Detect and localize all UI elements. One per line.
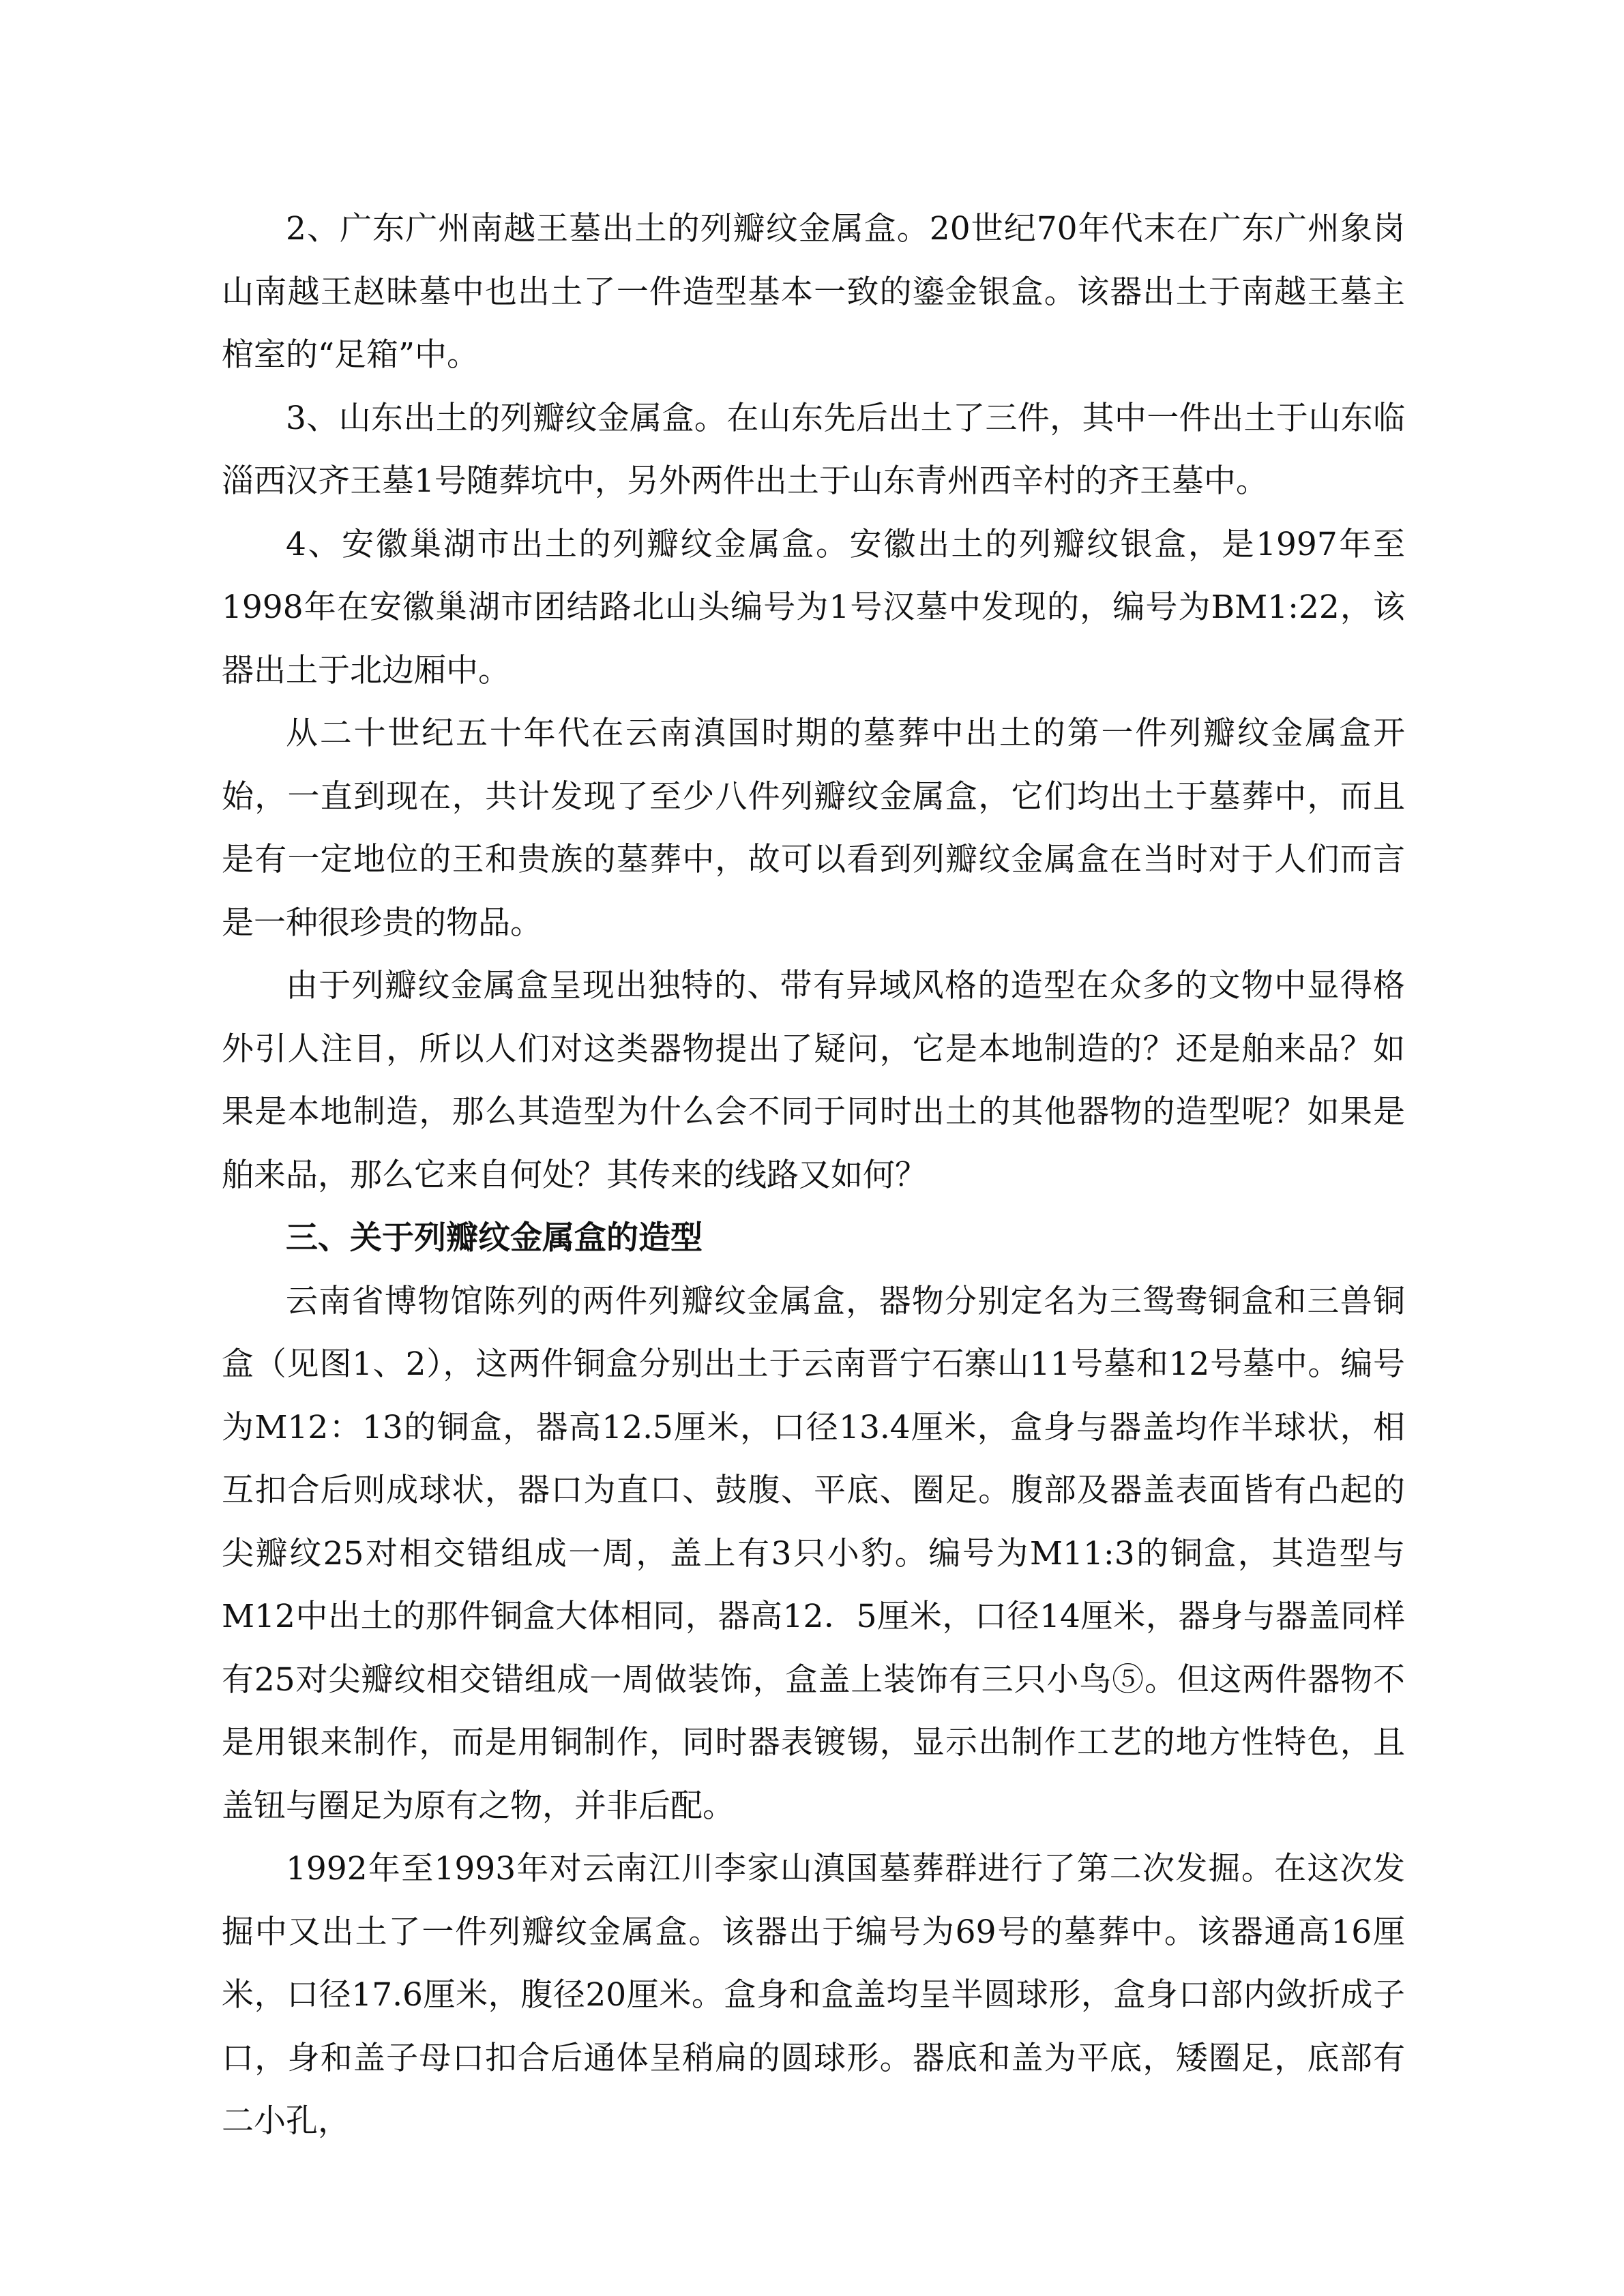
paragraph-lijiashan: 1992年至1993年对云南江川李家山滇国墓葬群进行了第二次发掘。在这次发掘中又出土了一件列瓣纹金属盒。该器出于编号为69号的墓葬中。该器通高16厘米，口径17.6厘米，腹径20厘米。盒身和盒盖均呈半圆球形，盒身口部内敛折成子口，身和盖子母口扣合后通体呈稍扁的圆球形。器底和盖为平底，矮圈足，底部有二小孔， <box>222 1850 1405 2140</box>
section-heading: 三、关于列瓣纹金属盒的造型 <box>286 1219 703 1257</box>
paragraph-questions: 由于列瓣纹金属盒呈现出独特的、带有异域风格的造型在众多的文物中显得格外引人注目，所以人们对这类器物提出了疑问，它是本地制造的？还是舶来品？如果是本地制造，那么其造型为什么会不同于同时出土的其他器物的造型呢？如果是舶来品，那么它来自何处？其传来的线路又如何？ <box>222 967 1405 1194</box>
document-page <box>222 198 1405 2153</box>
paragraph-shandong: 3、山东出土的列瓣纹金属盒。在山东先后出土了三件，其中一件出土于山东临淄西汉齐王墓1号随葬坑中，另外两件出土于山东青州西辛村的齐王墓中。 <box>222 399 1405 500</box>
paragraph-summary: 从二十世纪五十年代在云南滇国时期的墓葬中出土的第一件列瓣纹金属盒开始，一直到现在，共计发现了至少八件列瓣纹金属盒，它们均出土于墓葬中，而且是有一定地位的王和贵族的墓葬中，故可以看到列瓣纹金属盒在当时对于人们而言是一种很珍贵的物品。 <box>222 715 1405 942</box>
paragraph-guangdong: 2、广东广州南越王墓出土的列瓣纹金属盒。20世纪70年代末在广东广州象岗山南越王赵昧墓中也出土了一件造型基本一致的鎏金银盒。该器出土于南越王墓主棺室的“足箱”中。 <box>222 210 1405 374</box>
paragraph-anhui: 4、安徽巢湖市出土的列瓣纹金属盒。安徽出土的列瓣纹银盒，是1997年至1998年在安徽巢湖市团结路北山头编号为1号汉墓中发现的，编号为BM1:22，该器出土于北边厢中。 <box>222 525 1405 689</box>
paragraph-yunnan-museum: 云南省博物馆陈列的两件列瓣纹金属盒，器物分别定名为三鸳鸯铜盒和三兽铜盒（见图1、2），这两件铜盒分别出土于云南晋宁石寨山11号墓和12号墓中。编号为M12：13的铜盒，器高12.5厘米，口径13.4厘米，盒身与器盖均作半球状，相互扣合后则成球状，器口为直口、鼓腹、平底、圈足。腹部及器盖表面皆有凸起的尖瓣纹25对相交错组成一周，盖上有3只小豹。编号为M11:3的铜盒，其造型与M12中出土的那件铜盒大体相同，器高12．5厘米，口径14厘米，器身与器盖同样有25对尖瓣纹相交错组成一周做装饰，盒盖上装饰有三只小鸟⑤。但这两件器物不是用银来制作，而是用铜制作，同时器表镀锡，显示出制作工艺的地方性特色，且盖钮与圈足为原有之物，并非后配。 <box>222 1282 1405 1825</box>
